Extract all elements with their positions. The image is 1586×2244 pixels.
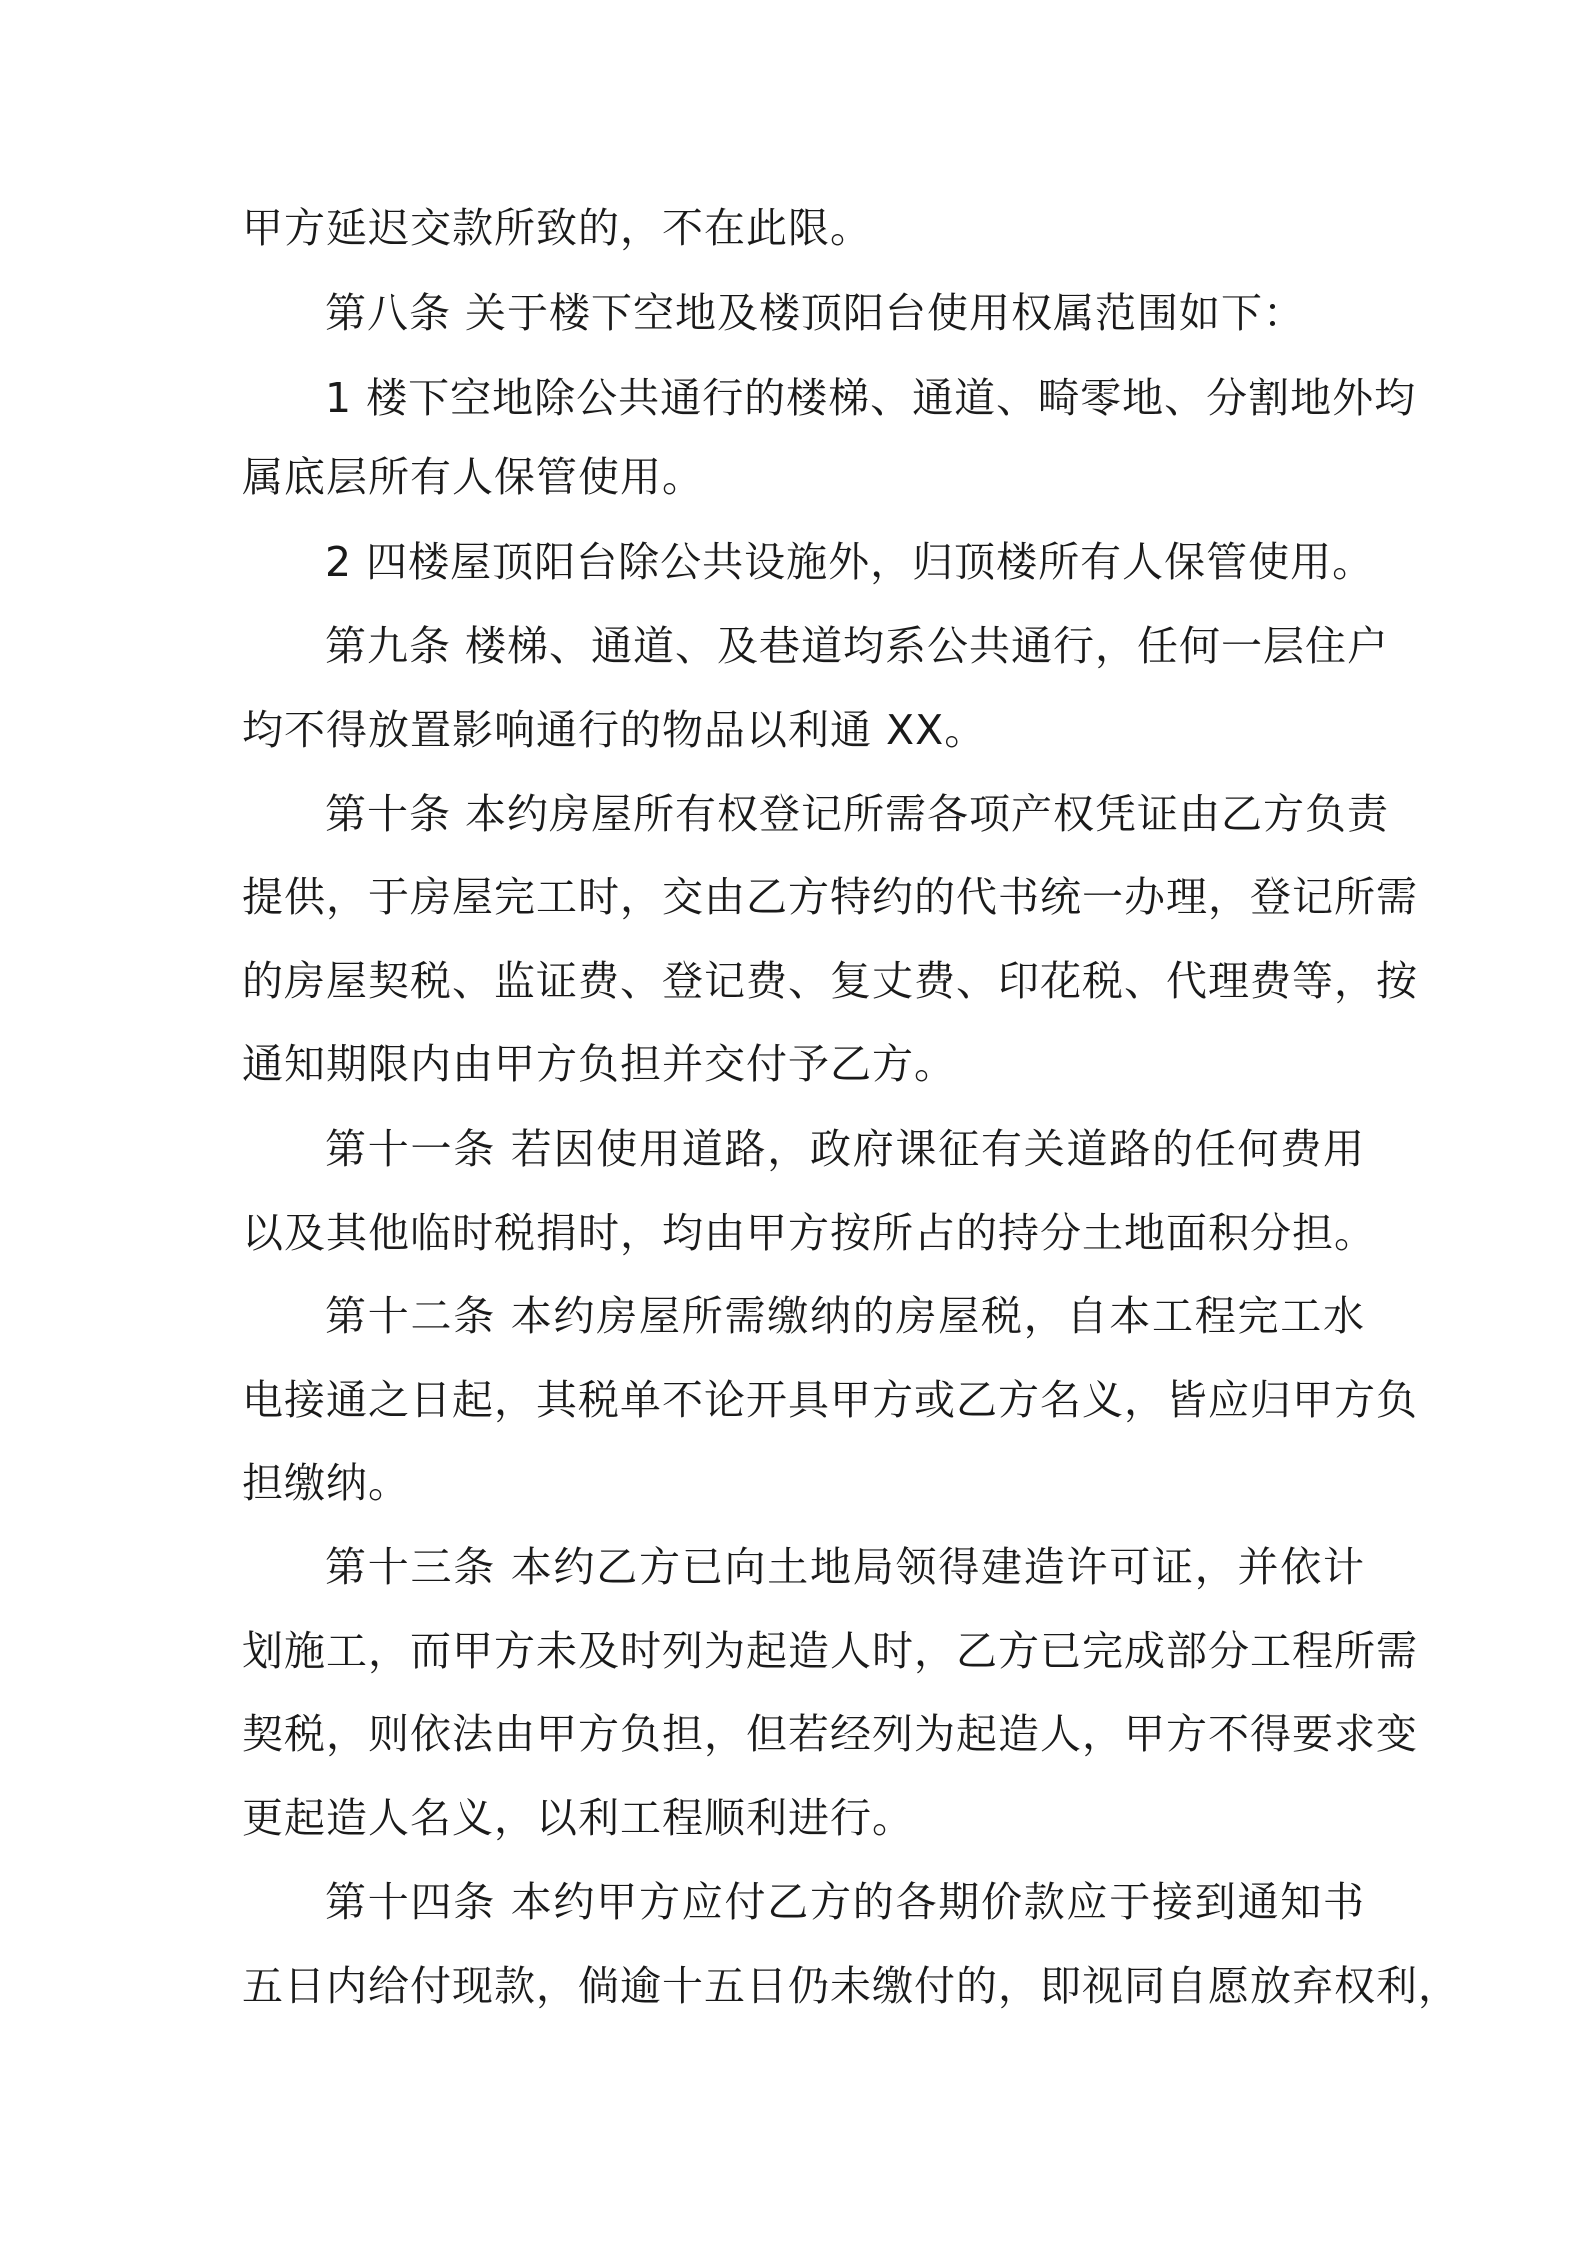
article-11: 第十一条 若因使用道路，政府课征有关道路的任何费用 (325, 1125, 1365, 1173)
text-line: 以及其他临时税捐时，均由甲方按所占的持分土地面积分担。 (242, 1209, 1376, 1257)
text-line: 更起造人名义，以利工程顺利进行。 (242, 1794, 914, 1842)
text-line: 划施工，而甲方未及时列为起造人时，乙方已完成部分工程所需 (242, 1627, 1418, 1675)
article-14: 第十四条 本约甲方应付乙方的各期价款应于接到通知书 (325, 1878, 1365, 1926)
text-line: 五日内给付现款，倘逾十五日仍未缴付的，即视同自愿放弃权利， (242, 1962, 1460, 2010)
text-line: 均不得放置影响通行的物品以利通 XX。 (242, 706, 987, 754)
article-8-heading: 第八条 关于楼下空地及楼顶阳台使用权属范围如下： (325, 289, 1306, 337)
text-line: 的房屋契税、监证费、登记费、复丈费、印花税、代理费等，按 (242, 957, 1418, 1005)
text-line: 电接通之日起，其税单不论开具甲方或乙方名义，皆应归甲方负 (242, 1376, 1418, 1424)
article-8-item-2: 2 四楼屋顶阳台除公共设施外，归顶楼所有人保管使用。 (325, 538, 1375, 586)
article-12: 第十二条 本约房屋所需缴纳的房屋税，自本工程完工水 (325, 1292, 1365, 1340)
text-line: 契税，则依法由甲方负担，但若经列为起造人，甲方不得要求变 (242, 1710, 1418, 1758)
text-line: 通知期限内由甲方负担并交付予乙方。 (242, 1040, 956, 1088)
text-line: 属底层所有人保管使用。 (242, 453, 704, 501)
article-8-item-1: 1 楼下空地除公共通行的楼梯、通道、畸零地、分割地外均 (325, 374, 1417, 422)
article-9: 第九条 楼梯、通道、及巷道均系公共通行，任何一层住户 (325, 622, 1390, 670)
text-line: 担缴纳。 (242, 1459, 410, 1507)
text-line: 提供，于房屋完工时，交由乙方特约的代书统一办理，登记所需 (242, 873, 1418, 921)
article-10: 第十条 本约房屋所有权登记所需各项产权凭证由乙方负责 (325, 790, 1390, 838)
text-line: 甲方延迟交款所致的，不在此限。 (242, 204, 872, 252)
article-13: 第十三条 本约乙方已向土地局领得建造许可证，并依计 (325, 1543, 1365, 1591)
